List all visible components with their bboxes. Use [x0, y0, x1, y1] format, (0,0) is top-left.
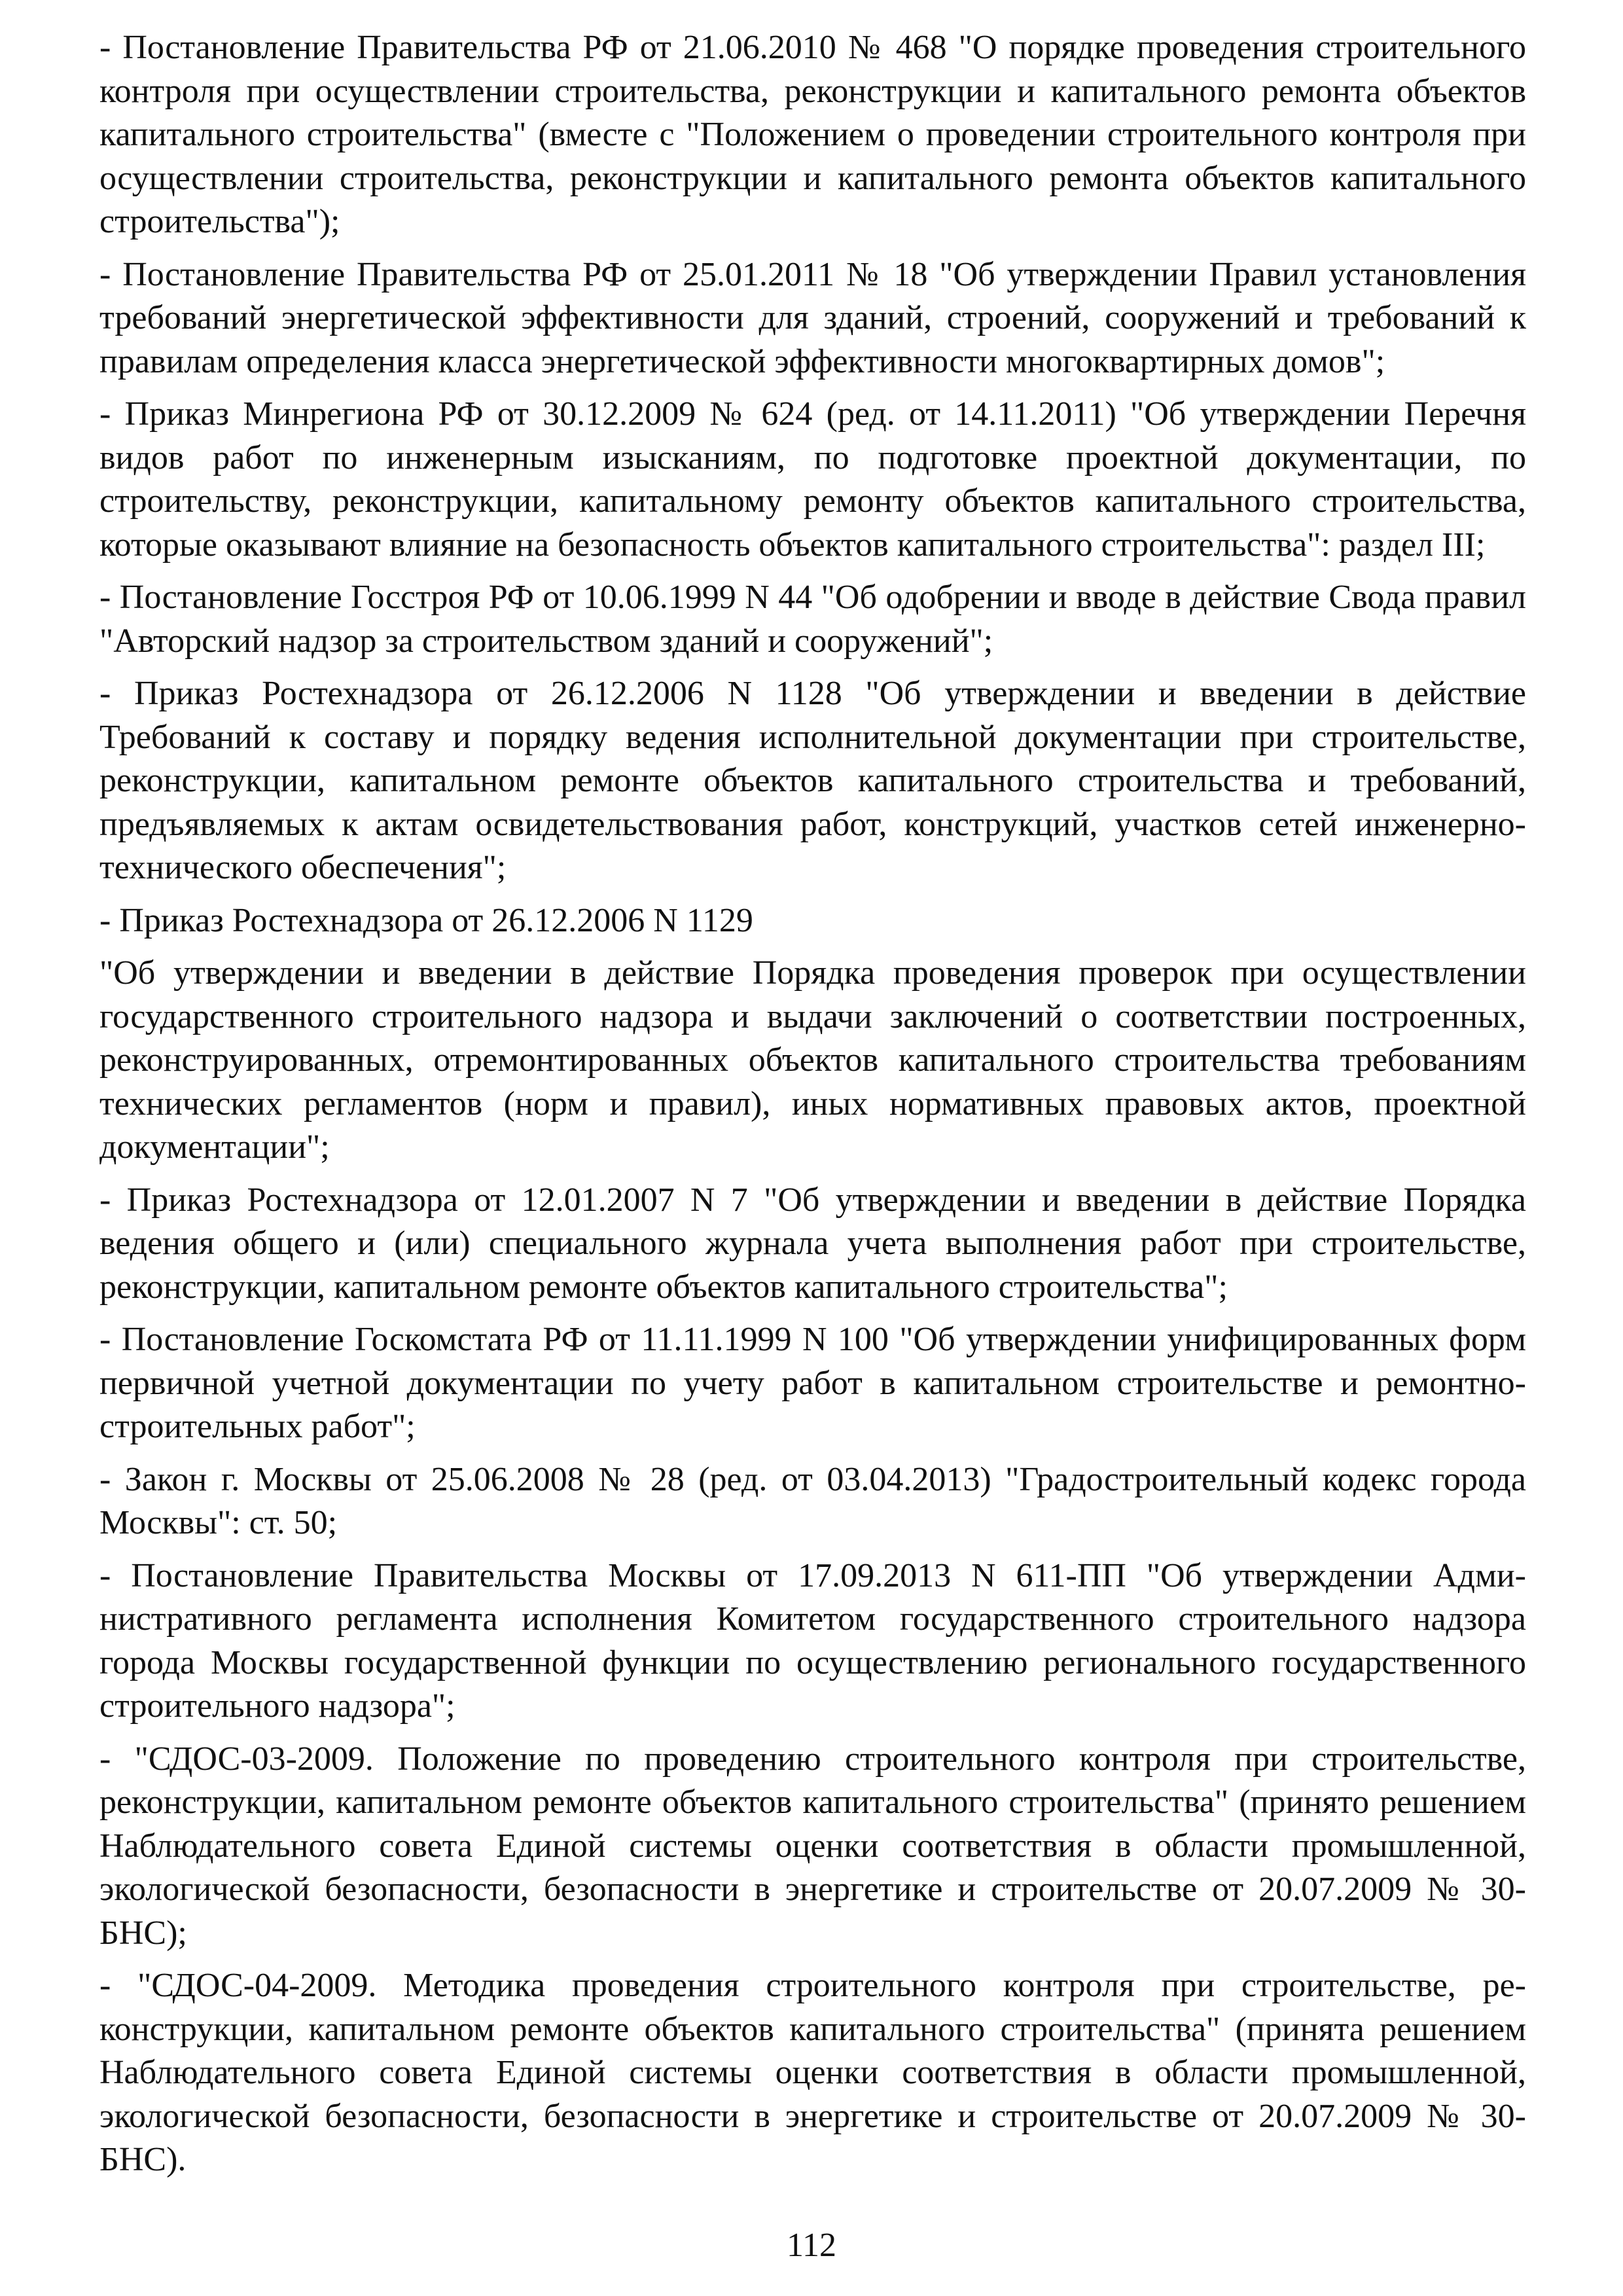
reference-paragraph: - Приказ Ростехнадзора от 26.12.2006 N 1128 "Об утверждении и введении в действие Требований к составу и порядку ведения исполнительной документации при строительстве, реконструкции, капитальном ремонте объектов капитального строительства и требований, предъявляемых к актам освидетельствования работ, конструкций, участков сетей инженерно-технического обеспечения";	[99, 675, 1526, 886]
reference-paragraph: - "СДОС-04-2009. Методика проведения строительного контроля при строительстве, реконструкции, капитальном ремонте объектов капитального строительства" (принята решением Наблюдательного совета Единой системы оценки соответствия в области промышленной, экологической безопасности, безопасности в энергетике и строительстве от 20.07.2009 № 30-БНС).	[99, 1967, 1526, 2178]
document-page	[99, 26, 1526, 2238]
reference-paragraph: - Закон г. Москвы от 25.06.2008 № 28 (ред. от 03.04.2013) "Градостроительный кодекс города Москвы": ст. 50;	[99, 1460, 1526, 1541]
reference-paragraph: - Постановление Госкомстата РФ от 11.11.1999 N 100 "Об утверждении унифицированных форм первичной учетной документации по учету работ в капитальном строительстве и ремонтно-строительных работ";	[99, 1321, 1526, 1445]
reference-paragraph: - Постановление Правительства Москвы от 17.09.2013 N 611-ПП "Об утверждении Административного регламента исполнения Комитетом государственного строительного надзора города Москвы государственной функции по осуществлению регионального государственного строительного надзора";	[99, 1556, 1526, 1725]
reference-paragraph: - Постановление Правительства РФ от 21.06.2010 № 468 "О порядке проведения строительного контроля при осуществлении строительства, реконструкции и капитального ремонта объектов капитального строительства" (вместе с "Положением о проведении строительного контроля при осуществлении строительства, реконструкции и капитального ремонта объектов капитального строительства");	[99, 29, 1526, 240]
reference-paragraph: - "СДОС-03-2009. Положение по проведению строительного контроля при строительстве, реконструкции, капитальном ремонте объектов капитального строительства" (принято решением Наблюдательного совета Единой системы оценки соответствия в области промышленной, экологической безопасности, безопасности в энергетике и строительстве от 20.07.2009 № 30-БНС);	[99, 1740, 1526, 1952]
reference-paragraph: "Об утверждении и введении в действие Порядка проведения проверок при осуществлении государственного строительного надзора и выдачи заключений о соответствии построенных, реконструированных, отремонтированных объектов капитального строительства требованиям технических регламентов (норм и правил), иных нормативных правовых актов, проектной документации";	[99, 954, 1526, 1166]
reference-paragraph: - Приказ Ростехнадзора от 26.12.2006 N 1129	[99, 901, 753, 939]
page-number: 112	[786, 2227, 837, 2264]
reference-paragraph: - Постановление Правительства РФ от 25.01.2011 № 18 "Об утверждении Правил установления требований энергетической эффективности для зданий, строений, сооружений и требований к правилам определения класса энергетической эффективности многоквартирных домов";	[99, 255, 1526, 380]
reference-paragraph: - Приказ Ростехнадзора от 12.01.2007 N 7 "Об утверждении и введении в действие Порядка ведения общего и (или) специального журнала учета выполнения работ при строительстве, реконструкции, капитальном ремонте объектов капитального строительства";	[99, 1181, 1526, 1306]
reference-paragraph: - Постановление Госстроя РФ от 10.06.1999 N 44 "Об одобрении и вводе в действие Свода правил "Авторский надзор за строительством зданий и сооружений";	[99, 579, 1526, 660]
reference-paragraph: - Приказ Минрегиона РФ от 30.12.2009 № 624 (ред. от 14.11.2011) "Об утверждении Перечня видов работ по инженерным изысканиям, по подготовке проектной документации, по строительству, реконструкции, капитальному ремонту объектов капитального строительства, которые оказывают влияние на безопасность объектов капитального строительства": раздел III;	[99, 395, 1526, 564]
